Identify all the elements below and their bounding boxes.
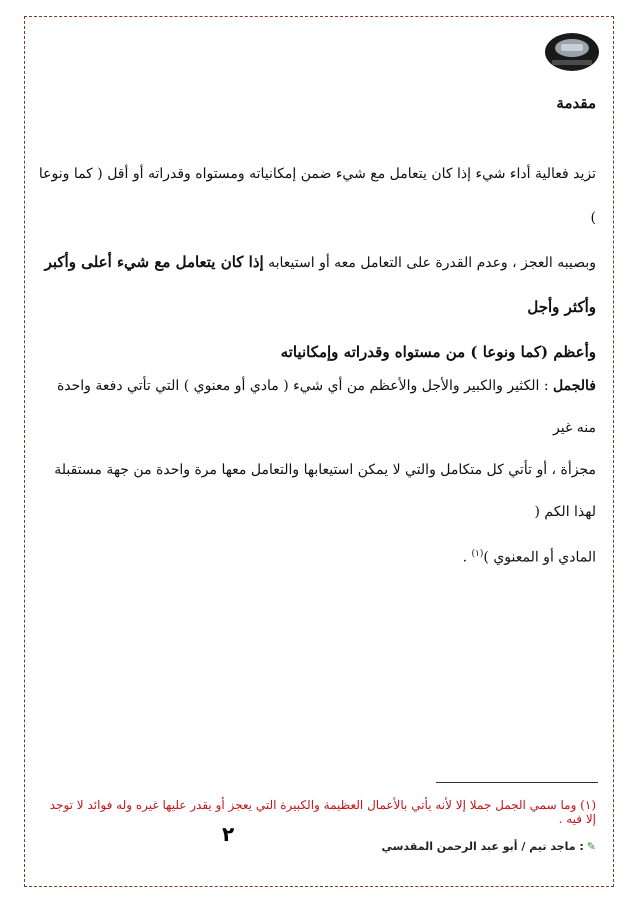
definition-line (36, 533, 596, 579)
footnote-reference[interactable]: (١) (471, 549, 484, 559)
footnote: (١) وما سمي الجمل جملا إلا لأنه يأتي بالأعمال العظيمة والكبيرة التي يعجز أو يقدر عليها غيره وله فوائد لا توجد إلا فيه . (49, 798, 596, 826)
definition-line (36, 365, 596, 449)
intro-bold-text: إذا كان يتعامل مع شيء أعلى وأكبر وأكثر وأجل (44, 253, 596, 316)
definition-term: فالجمل (553, 378, 596, 394)
intro-text: وبصيبه العجز ، وعدم القدرة على التعامل معه أو استيعابه (268, 255, 596, 271)
author-credit (381, 840, 596, 853)
author-name: : ماجد تيم / أبو عبد الرحمن المقدسي (381, 840, 584, 853)
intro-line (36, 240, 596, 330)
definition-text: : الكثير والكبير والأجل والأعظم من أي شيء ( مادي أو معنوي ) التي تأتي دفعة واحدة منه غير (56, 378, 596, 436)
definition-paragraph (36, 365, 596, 579)
logo-emblem-icon (543, 30, 601, 74)
page-title: مقدمة (556, 94, 596, 112)
intro-paragraph (36, 152, 596, 374)
definition-line: مجزأة ، أو تأتي كل متكامل والتي لا يمكن استيعابها والتعامل معها مرة واحدة من جهة مستقبلة لهذا الكم ( (54, 462, 596, 520)
definition-end: . (462, 549, 472, 566)
footnote-divider (436, 782, 598, 783)
intro-line: تزيد فعالية أداء شيء إذا كان يتعامل مع شيء ضمن إمكانياته ومستواه وقدراته أو أقل ( كما ونوعا ) (38, 166, 596, 226)
page-number: ٢ (222, 822, 235, 846)
definition-text: المادي أو المعنوي ) (483, 549, 596, 566)
pen-icon: ✎ (586, 840, 596, 853)
intro-bold-line: وأعظم (كما ونوعا ) من مستواه وقدراته وإمكانياته (280, 343, 596, 361)
